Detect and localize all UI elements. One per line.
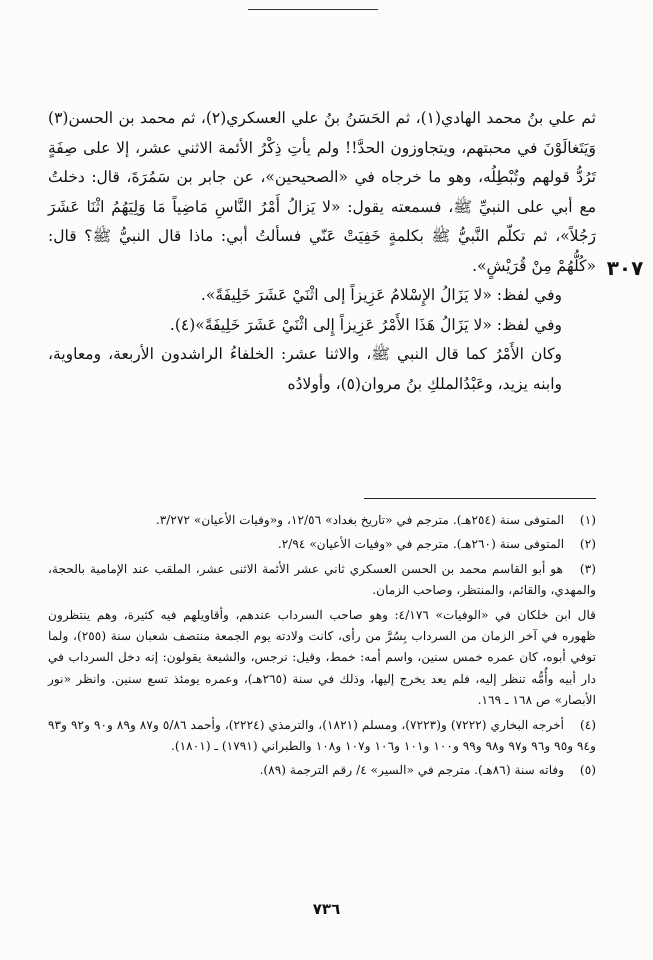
main-text xyxy=(48,104,596,399)
footnote-text: قال ابن خلكان في «الوفيات» ٤/١٧٦: وهو صاحب السرداب عندهم، وأقاويلهم فيه كثيرة، وهم ينتظرون ظهوره في آخر الزمان من السرداب بِسُرَّ من رأى، كانت ولادته يوم الجمعة منتصف شعبان سنة (٢٥٥)، ولما توفي أبوه، كان عمره خمس سنين، واسم أمه: خمط، وقيل: نرجس، والشيعة يقولون: إنه دخل السرداب في دار أبيه وأُمُّه تنظر إليه، فلم يعد يخرج إليها، وذلك في سنة (٢٦٥هـ)، وعمره يومئذ تسع سنين. وانظر «نور الأبصار» ص ١٦٨ ـ ١٦٩. xyxy=(48,607,597,708)
footnote-text: المتوفى سنة (٢٦٠هـ). مترجم في «وفيات الأعيان» ٢/٩٤. xyxy=(277,537,565,552)
footnote-number: (٣) xyxy=(579,561,596,576)
footnote-3-continuation xyxy=(48,605,596,712)
footnotes xyxy=(48,510,596,785)
footnote-4 xyxy=(48,715,596,758)
paragraph-4: وكان الأَمْرُ كما قال النبي ﷺ، والاثنا عشر: الخلفاءُ الراشدون الأربعة، ومعاوية، وابنه يزيد، وعَبْدُالملكِ بنُ مروان(٥)، وأولادُه xyxy=(48,345,562,393)
footnote-text: هو أبو القاسم محمد بن الحسن العسكري ثاني عشر الأئمة الاثنى عشر، الملقب عند الإمامية بالحجة، والمهدي، والقائم، والمنتظر، وصاحب الزمان. xyxy=(48,561,596,598)
paragraph-2: وفي لفظ: «لا يَزَالُ الإِسْلامُ عَزِيزاً إلى اثْنَيْ عَشَرَ خَلِيفَةً». xyxy=(200,286,562,304)
footnote-text: وفاته سنة (٨٦هـ). مترجم في «السير» ٤/ رقم الترجمة (٨٩). xyxy=(259,763,565,778)
footnote-number: (١) xyxy=(579,513,596,527)
paragraph-3: وفي لفظ: «لا يَزَالُ هَذَا الأَمْرُ عَزِيزاً إِلى اثْنَيْ عَشَرَ خَلِيفَةً»(٤). xyxy=(169,315,562,334)
top-rule xyxy=(248,9,378,10)
footnote-text: أخرجه البخاري (٧٢٢٢) و(٧٢٢٣)، ومسلم (١٨٢١)، والترمذي (٢٢٢٤)، وأحمد ٥/٨٦ و٨٧ و٨٩ و٩٠ و٩٢ و٩٣ و٩٤ و٩٥ و٩٦ و٩٧ و٩٨ و٩٩ و١٠٠ و١٠١ و١٠٦ و١٠٧ و١٠٨ والطبراني (١٧٩١) ـ (١٨٠١). xyxy=(48,717,596,754)
footnote-number: (٢) xyxy=(579,537,596,552)
margin-reference-number: ٣٠٧ xyxy=(606,256,644,280)
footnote-1 xyxy=(48,510,596,531)
footnote-5 xyxy=(48,760,596,781)
footnote-2 xyxy=(48,534,596,555)
footnote-number: (٥) xyxy=(579,763,596,778)
footnote-separator xyxy=(364,498,596,499)
footnote-3 xyxy=(48,559,596,602)
footnote-text: المتوفى سنة (٢٥٤هـ). مترجم في «تاريخ بغداد» ١٢/٥٦، و«وفيات الأعيان» ٣/٢٧٢. xyxy=(155,513,565,527)
page-number: ٧٣٦ xyxy=(312,900,341,918)
paragraph-1: ثم علي بنُ محمد الهادي(١)، ثم الحَسَنُ بنُ علي العسكري(٢)، ثم محمد بن الحسن(٣) وَيَتَغالَوْنَ في محبتهم، ويتجاوزون الحدَّ!! ولم يأتِ ذِكْرُ الأئمة الاثني عشر، إلا على صِفَةٍ تَرُدُّ قولهم وتُبْطِلُه، وهو ما خرجاه في «الصحيحين»، عن جابر بن سَمُرَةَ، قال: دخلتُ مع أبي على النبيِّ ﷺ، فسمعته يقول: «لا يَزالُ أَمْرُ النَّاسِ مَاضِياً مَا وَلِيَهُمُ اثْنَا عَشَرَ رَجُلاً»، ثم تكلّم النَّبيُّ ﷺ بكلمةٍ خَفِيَتْ عَنّي فسألتُ أبي: ماذا قال النبيُّ ﷺ؟ قال: «كُلُّهُمْ مِنْ قُرَيْشٍ». xyxy=(48,109,596,275)
footnote-number: (٤) xyxy=(579,717,597,732)
